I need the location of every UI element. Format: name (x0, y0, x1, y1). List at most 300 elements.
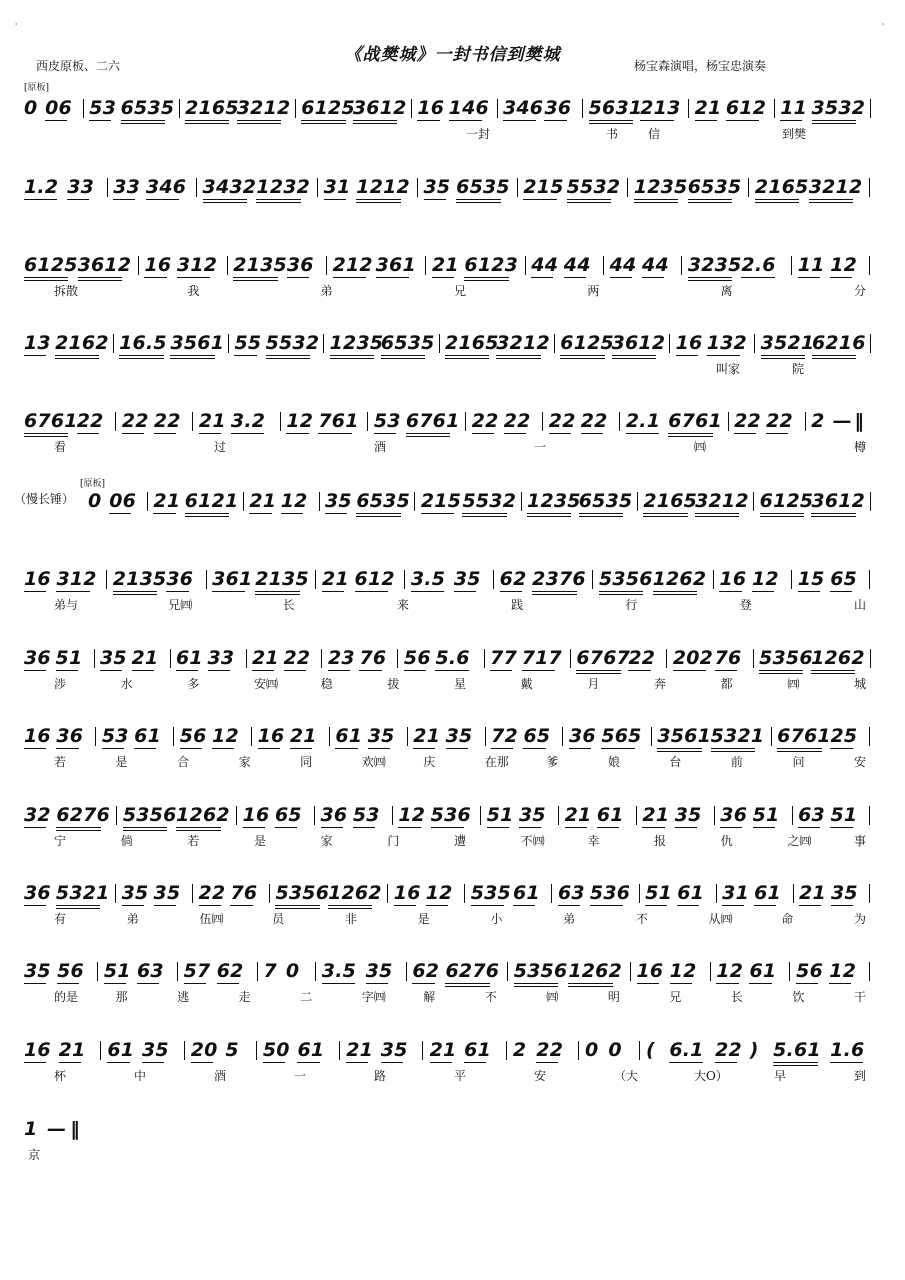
bar-line (525, 256, 526, 275)
note-group: 65 (523, 725, 551, 747)
beam-line (688, 280, 732, 281)
lyric-word: 酒 (374, 440, 387, 454)
beam-line (565, 827, 587, 828)
note-group: 22 (283, 647, 311, 669)
beam-line (741, 277, 774, 278)
beam-line (398, 827, 420, 828)
beam-line (256, 202, 300, 203)
beam-line (107, 1062, 129, 1063)
beam-line (199, 905, 221, 906)
bar-line (554, 334, 555, 353)
lyric-word: 奔 (654, 677, 667, 691)
beam-line (346, 1062, 368, 1063)
note-group: 61 (749, 960, 777, 982)
beam-line (255, 591, 299, 592)
lyric-word: 问 (792, 755, 805, 769)
beam-line (773, 1062, 817, 1063)
beam-line (612, 355, 656, 356)
beam-line (55, 358, 99, 359)
note-group: 3612 (77, 254, 132, 276)
note-group: 31 (323, 176, 351, 198)
banqiang-tag-1: [原板] (24, 83, 50, 93)
note-group: 2165 (754, 176, 809, 198)
lyric-word: 戴 (520, 677, 533, 691)
note-group: 76 (230, 882, 258, 904)
lyrics-line (24, 518, 884, 536)
bar-line (753, 649, 754, 668)
note-group: 61 (754, 882, 781, 904)
note-group: 31 (722, 882, 750, 904)
note-group: 35 (453, 568, 481, 590)
beam-line (668, 433, 712, 434)
note-group: 55 (234, 332, 262, 354)
bar-line (681, 256, 682, 275)
note-group: 1 (24, 1118, 38, 1140)
beam-line (628, 670, 650, 671)
beam-line (297, 1062, 319, 1063)
bar-line (280, 412, 281, 431)
lyric-word: 弟与 (54, 598, 79, 612)
note-group: 3561 (657, 725, 712, 747)
beam-line (381, 358, 425, 359)
bar-line (716, 884, 717, 903)
beam-line (752, 591, 774, 592)
beam-line (719, 591, 741, 592)
score-row (24, 95, 884, 165)
beam-line (432, 277, 454, 278)
lyric-word: 解 (423, 990, 436, 1004)
note-group: 35 (324, 490, 352, 512)
note-group: 35 (153, 882, 181, 904)
note-group: 16 (24, 1039, 51, 1061)
note-group: 1262 (328, 882, 382, 904)
note-group: 1262 (176, 804, 230, 826)
lyric-word: 的是 (54, 990, 79, 1004)
beam-line (527, 513, 571, 514)
note-group: 53 (89, 97, 117, 119)
lyric-word: 拔 (387, 677, 400, 691)
music-line (24, 174, 884, 204)
note-group: 62 (412, 960, 440, 982)
beam-line (722, 905, 744, 906)
note-group: 22 (198, 882, 226, 904)
beam-line (568, 983, 612, 984)
note-group: 565 (601, 725, 642, 747)
beam-line (811, 673, 855, 674)
bar-line (793, 884, 794, 903)
bar-line (869, 962, 870, 981)
lyric-word: 登 (739, 598, 752, 612)
note-group: 11 (780, 97, 808, 119)
note-group: 146 (448, 97, 489, 119)
beam-line (191, 1062, 213, 1063)
beam-line (212, 748, 234, 749)
note-group: 5631 (588, 97, 643, 119)
lyric-word: 一 (294, 1069, 307, 1083)
beam-line (754, 905, 776, 906)
beam-line (514, 986, 558, 987)
beam-line (809, 199, 853, 200)
note-group: 1232 (256, 176, 311, 198)
beam-line (170, 358, 214, 359)
beam-line (560, 358, 604, 359)
beam-line (799, 905, 821, 906)
lyric-word: 来 (396, 598, 409, 612)
note-group: 35 (831, 882, 858, 904)
note-group: 21 (431, 254, 459, 276)
note-group: 0 (24, 97, 38, 119)
note-group: 6123 (464, 254, 519, 276)
beam-line (56, 905, 100, 906)
lyric-word: 中 (134, 1069, 147, 1083)
beam-line (653, 591, 697, 592)
beam-line (487, 827, 509, 828)
bar-line (485, 727, 486, 746)
beam-line (24, 199, 57, 200)
beam-line (24, 277, 68, 278)
beam-line (456, 199, 500, 200)
note-group: 312 (176, 254, 218, 276)
beam-line (55, 355, 99, 356)
score-row (24, 252, 884, 322)
bar-line (651, 727, 652, 746)
note-group: 6121 (184, 490, 239, 512)
lyric-word: 庆 (423, 755, 436, 769)
beam-line (431, 827, 464, 828)
note-group: 63 (557, 882, 585, 904)
note-group: 33 (67, 176, 95, 198)
music-line (24, 408, 884, 438)
note-group: 0 (585, 1039, 599, 1061)
note-group: 6761 (405, 410, 460, 432)
note-group: 1262 (811, 647, 865, 669)
lyrics-line (24, 360, 884, 378)
beam-line (426, 905, 448, 906)
beam-line (24, 591, 46, 592)
beam-line (695, 513, 739, 514)
bar-line (243, 492, 244, 511)
lyric-word: 报 (654, 834, 667, 848)
beam-line (504, 433, 526, 434)
lyric-word: 到樊 (782, 127, 807, 141)
beam-line (275, 827, 297, 828)
beam-line (335, 748, 357, 749)
lyric-word: 命 (781, 912, 794, 926)
note-group: 6761 (24, 410, 78, 432)
lyric-word: 台 (669, 755, 682, 769)
note-group: 11 (797, 254, 825, 276)
beam-line (599, 591, 643, 592)
beam-line (567, 199, 611, 200)
lyric-word: 安㈣ (254, 677, 279, 691)
lyric-word: 院 (792, 362, 805, 376)
beam-line (513, 905, 535, 906)
beam-line (579, 516, 623, 517)
bar-line (192, 884, 193, 903)
beam-line (558, 905, 580, 906)
lyric-word: 有 (54, 912, 67, 926)
bar-line (748, 178, 749, 197)
beam-line (24, 905, 46, 906)
note-group: 12 (829, 960, 857, 982)
note-group: 35 (24, 960, 51, 982)
note-group: 1212 (356, 176, 410, 198)
lyric-word: 信 (648, 127, 661, 141)
beam-line (256, 199, 300, 200)
note-group: 215 (523, 176, 564, 198)
lyric-word: 樽 (854, 440, 867, 454)
note-group: 16.5 (119, 332, 167, 354)
beam-line (109, 513, 131, 514)
beam-line (376, 277, 409, 278)
bar-line (506, 1041, 507, 1060)
bar-line (339, 1041, 340, 1060)
note-group: 51 (103, 960, 131, 982)
beam-line (777, 748, 821, 749)
beam-line (230, 905, 252, 906)
note-group: 22 (580, 410, 608, 432)
beam-line (720, 827, 742, 828)
note-group: 6216 (811, 332, 866, 354)
score-row (24, 174, 884, 244)
beam-line (252, 670, 274, 671)
beam-line (464, 277, 508, 278)
bar-line (173, 727, 174, 746)
beam-line (755, 199, 799, 200)
bar-line (666, 649, 667, 668)
beam-line (56, 591, 89, 592)
lyric-word: 员 (272, 912, 285, 926)
lyric-word: 事 (854, 834, 867, 848)
beam-line (830, 277, 852, 278)
note-group: 77 (490, 647, 517, 669)
beam-line (715, 670, 737, 671)
bar-line (869, 806, 870, 825)
score-row (24, 330, 884, 400)
lyrics-line (24, 675, 884, 693)
beam-line (519, 827, 541, 828)
beam-line (597, 827, 619, 828)
beam-line (353, 123, 397, 124)
note-group: 6535 (687, 176, 742, 198)
bar-line (464, 884, 465, 903)
lyrics-line (24, 282, 884, 300)
lyrics-line (24, 1067, 884, 1085)
score-row (24, 1116, 884, 1186)
note-group: 21 (322, 568, 349, 590)
bar-line (425, 256, 426, 275)
beam-line (208, 670, 230, 671)
beam-line (589, 120, 633, 121)
beam-line (811, 670, 855, 671)
beam-line (564, 277, 586, 278)
beam-line (798, 277, 820, 278)
beam-line (121, 120, 165, 121)
note-group: 5356 (599, 568, 653, 590)
beam-line (176, 827, 220, 828)
bar-line (728, 412, 729, 431)
bar-line (497, 99, 498, 118)
beam-line (523, 199, 556, 200)
note-group: 35 (423, 176, 451, 198)
note-group: 2135 (233, 254, 287, 276)
beam-line (760, 516, 804, 517)
beam-line (411, 591, 444, 592)
lyric-word: 杯 (54, 1069, 67, 1083)
note-group: 25 (830, 725, 858, 747)
note-group: 35 (380, 1039, 408, 1061)
beam-line (523, 748, 545, 749)
lyric-word: 前 (730, 755, 743, 769)
beam-line (24, 280, 68, 281)
note-group: ‖ (854, 410, 865, 432)
beam-line (670, 983, 692, 984)
note-group: 35 (121, 882, 149, 904)
beam-line (514, 983, 558, 984)
note-group: 33 (207, 647, 235, 669)
bar-line (791, 256, 792, 275)
lyric-word: 同 (300, 755, 313, 769)
lyrics-line (24, 204, 884, 222)
lyric-word: 仇 (720, 834, 733, 848)
bar-line (639, 1041, 640, 1060)
beam-line (653, 594, 697, 595)
beam-line (673, 670, 706, 671)
beam-line (798, 591, 820, 592)
note-group: 12 (286, 410, 314, 432)
bar-line (95, 727, 96, 746)
note-group: 761 (318, 410, 359, 432)
note-group: 44 (531, 254, 559, 276)
note-group: 21 (429, 1039, 457, 1061)
note-group: 2165 (444, 332, 499, 354)
note-group: 22 (734, 410, 761, 432)
note-group: 6.1 (669, 1039, 704, 1061)
lyric-word: 是 (115, 755, 128, 769)
note-group: 44 (609, 254, 637, 276)
note-group: 717 (521, 647, 562, 669)
bar-line (319, 492, 320, 511)
beam-line (590, 905, 623, 906)
note-group: 16 (393, 882, 421, 904)
lyric-word: 稳 (320, 677, 333, 691)
beam-line (328, 670, 350, 671)
note-group: 61 (297, 1039, 325, 1061)
note-group: 5.61 (773, 1039, 821, 1061)
lyric-word: 看 (54, 440, 67, 454)
note-group: 6125 (560, 332, 614, 354)
note-group: 51 (752, 804, 780, 826)
beam-line (134, 748, 156, 749)
note-group: 3.5 (410, 568, 446, 590)
beam-line (154, 905, 176, 906)
beam-line (755, 202, 799, 203)
score-row (24, 488, 884, 558)
note-group: 3212 (236, 97, 291, 119)
note-group: 35 (367, 725, 395, 747)
bar-line (870, 99, 871, 118)
beam-line (640, 120, 673, 121)
beam-line (634, 202, 678, 203)
beam-line (780, 120, 802, 121)
lyrics-line (24, 438, 884, 456)
note-group: 5532 (462, 490, 517, 512)
bar-line (636, 806, 637, 825)
bar-line (714, 806, 715, 825)
lyric-word: 多 (187, 677, 200, 691)
beam-line (56, 908, 100, 909)
note-group: 16 (24, 725, 51, 747)
music-line (24, 645, 884, 675)
bar-line (507, 962, 508, 981)
beam-line (123, 827, 167, 828)
beam-line (113, 199, 135, 200)
beam-line (568, 986, 612, 987)
bar-line (251, 727, 252, 746)
bar-line (870, 334, 871, 353)
score-row (24, 645, 884, 715)
beam-line (237, 123, 281, 124)
note-group: 16 (719, 568, 747, 590)
bar-line (417, 178, 418, 197)
note-group: 1235 (633, 176, 688, 198)
bar-line (97, 962, 98, 981)
note-group: 12 (398, 804, 426, 826)
bar-line (484, 649, 485, 668)
bar-line (805, 412, 806, 431)
music-line (24, 566, 884, 596)
beam-line (406, 436, 450, 437)
music-line (24, 252, 884, 282)
note-group: 22 (76, 410, 104, 432)
beam-line (322, 591, 344, 592)
beam-line (119, 355, 163, 356)
note-group: 6125 (301, 97, 355, 119)
bar-line (688, 99, 689, 118)
beam-line (24, 433, 68, 434)
note-group: 12 (716, 960, 744, 982)
bar-line (754, 334, 755, 353)
beam-line (734, 433, 756, 434)
lyric-word: 欢㈣ (361, 755, 386, 769)
lyric-word: 酒 (214, 1069, 227, 1083)
beam-line (544, 120, 566, 121)
lyrics-line (24, 1146, 884, 1164)
beam-line (263, 1062, 285, 1063)
bar-line (627, 178, 628, 197)
beam-line (406, 433, 450, 434)
lyric-word: 那 (115, 990, 128, 1004)
note-group: 6535 (380, 332, 435, 354)
note-group: — (47, 1118, 67, 1140)
note-group: 346 (145, 176, 187, 198)
beam-line (581, 433, 603, 434)
lyric-word: 家 (320, 834, 333, 848)
lyric-word: 合 (177, 755, 190, 769)
beam-line (567, 202, 611, 203)
beam-line (132, 670, 154, 671)
note-group: 5356 (122, 804, 177, 826)
beam-line (449, 120, 482, 121)
lyric-word: 弟 (126, 912, 139, 926)
lyrics-line (24, 988, 884, 1006)
note-group: 6125 (24, 254, 78, 276)
note-group: 36 (320, 804, 348, 826)
lyric-word: 叫家 (716, 362, 741, 376)
beam-line (532, 594, 576, 595)
bar-line (558, 806, 559, 825)
note-group: 22 (503, 410, 531, 432)
